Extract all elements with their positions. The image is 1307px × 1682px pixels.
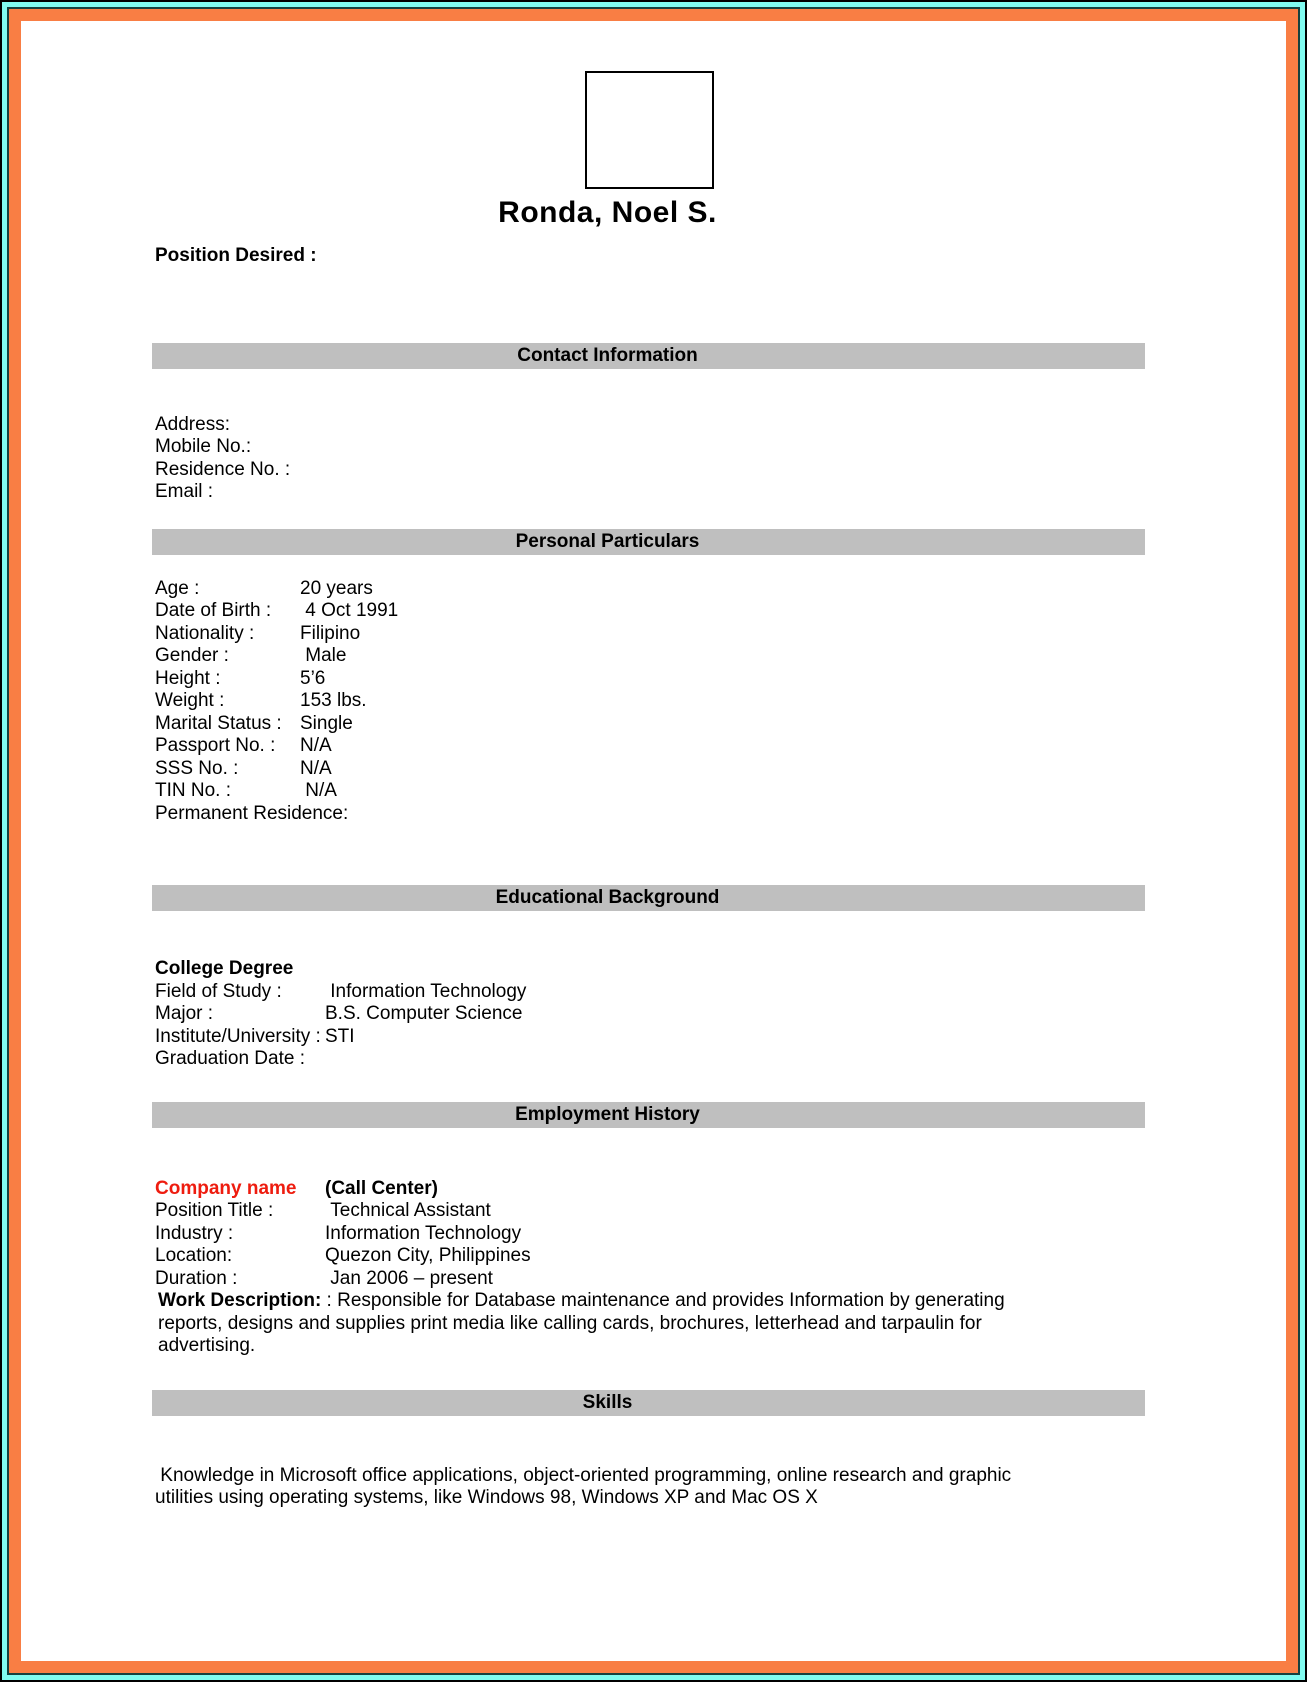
work-description-label: Work Description: <box>158 1290 322 1311</box>
field-value: 153 lbs. <box>300 690 367 711</box>
company-name-label: Company name <box>155 1177 297 1199</box>
contact-fields <box>152 414 1145 504</box>
field-label: Residence No. : <box>155 458 291 480</box>
field-row-graduation-date <box>155 1048 1145 1071</box>
field-row-nationality <box>155 623 1145 646</box>
field-value: 4 Oct 1991 <box>300 600 399 621</box>
field-value: N/A <box>300 735 332 756</box>
work-description <box>155 1290 1063 1358</box>
field-label: Marital Status : <box>155 712 282 734</box>
field-label: Permanent Residence: <box>155 802 349 824</box>
company-type-value: (Call Center) <box>325 1177 438 1199</box>
education-block <box>152 958 1145 1071</box>
field-row-passport-no <box>155 735 1145 758</box>
applicant-name: Ronda, Noel S. <box>498 196 717 229</box>
field-value: Quezon City, Philippines <box>325 1245 531 1266</box>
field-label: SSS No. : <box>155 757 239 779</box>
skills-text: Knowledge in Microsoft office applications, object-oriented programming, online research and graphic utilities using operating systems, like Windows 98, Windows XP and Mac OS X <box>155 1464 1017 1508</box>
section-title-personal: Personal Particulars <box>515 530 700 552</box>
section-header-skills <box>152 1390 1145 1416</box>
field-row-address <box>155 414 1145 437</box>
field-value: Information Technology <box>325 980 527 1002</box>
field-row-marital-status <box>155 713 1145 736</box>
field-row-company <box>155 1178 1145 1201</box>
field-row-position-title <box>155 1200 1145 1223</box>
field-label: Major : <box>155 1003 214 1024</box>
field-row-institute <box>155 1026 1145 1049</box>
field-label: Graduation Date : <box>155 1048 305 1069</box>
work-description-text: : Responsible for Database maintenance and provides Information by generating reports, designs and supplies print media like calling cards, brochures, letterhead and tarpaulin for advertising. <box>158 1290 1010 1356</box>
field-row-weight <box>155 690 1145 713</box>
field-label: Institute/University : <box>155 1025 321 1047</box>
field-label: Location: <box>155 1245 233 1266</box>
field-row-age <box>155 578 1145 601</box>
field-label: Gender : <box>155 645 229 666</box>
field-row-gender <box>155 645 1145 668</box>
field-value: N/A <box>300 757 332 779</box>
personal-fields <box>152 578 1145 826</box>
section-title-employment: Employment History <box>515 1103 700 1125</box>
field-value: B.S. Computer Science <box>325 1003 523 1024</box>
field-row-mobile <box>155 436 1145 459</box>
section-header-personal <box>152 529 1145 555</box>
field-value: Male <box>300 645 347 666</box>
section-header-contact <box>152 343 1145 369</box>
field-label: Age : <box>155 577 200 599</box>
field-value: Technical Assistant <box>325 1200 491 1221</box>
page-frame-cyan <box>2 2 1305 1680</box>
field-value: Information Technology <box>325 1222 522 1244</box>
photo-placeholder-box <box>585 71 714 189</box>
field-label: Industry : <box>155 1222 234 1244</box>
field-label: Nationality : <box>155 622 255 644</box>
field-label: Duration : <box>155 1267 238 1289</box>
field-label: TIN No. : <box>155 780 232 801</box>
field-row-duration <box>155 1268 1145 1291</box>
field-row-location <box>155 1245 1145 1268</box>
section-title-contact: Contact Information <box>517 344 698 366</box>
field-value: N/A <box>300 780 337 801</box>
employment-block <box>152 1178 1145 1358</box>
field-label: Field of Study : <box>155 980 282 1002</box>
field-row-industry <box>155 1223 1145 1246</box>
field-label: Position Title : <box>155 1200 274 1221</box>
resume-document <box>152 71 1145 1510</box>
field-label: Weight : <box>155 690 225 711</box>
field-value: STI <box>325 1025 355 1047</box>
field-label: Address: <box>155 413 230 435</box>
position-desired-label: Position Desired : <box>155 245 317 266</box>
field-row-height <box>155 668 1145 691</box>
field-label: Passport No. : <box>155 735 276 756</box>
field-label: Mobile No.: <box>155 436 252 457</box>
field-row-tin-no <box>155 780 1145 803</box>
section-header-education <box>152 885 1145 911</box>
field-label: Height : <box>155 667 221 689</box>
field-row-date-of-birth <box>155 600 1145 623</box>
field-row-sss-no <box>155 758 1145 781</box>
field-row-field-of-study <box>155 981 1145 1004</box>
field-row-residence-no <box>155 459 1145 482</box>
page-frame-orange <box>9 9 1298 1673</box>
field-value: Jan 2006 – present <box>325 1267 493 1289</box>
field-value: 20 years <box>300 577 373 599</box>
section-title-education: Educational Background <box>495 887 720 908</box>
field-value: Single <box>300 712 353 734</box>
field-row-major <box>155 1003 1145 1026</box>
field-value: 5’6 <box>300 667 326 689</box>
section-header-employment <box>152 1102 1145 1128</box>
field-label: Email : <box>155 481 214 502</box>
field-row-email <box>155 481 1145 504</box>
page-frame-dark-line <box>7 7 1300 1675</box>
degree-heading: College Degree <box>155 958 294 979</box>
section-title-skills: Skills <box>582 1391 633 1413</box>
field-row-permanent-residence <box>155 803 1145 826</box>
field-label: Date of Birth : <box>155 600 272 621</box>
field-value: Filipino <box>300 622 361 644</box>
